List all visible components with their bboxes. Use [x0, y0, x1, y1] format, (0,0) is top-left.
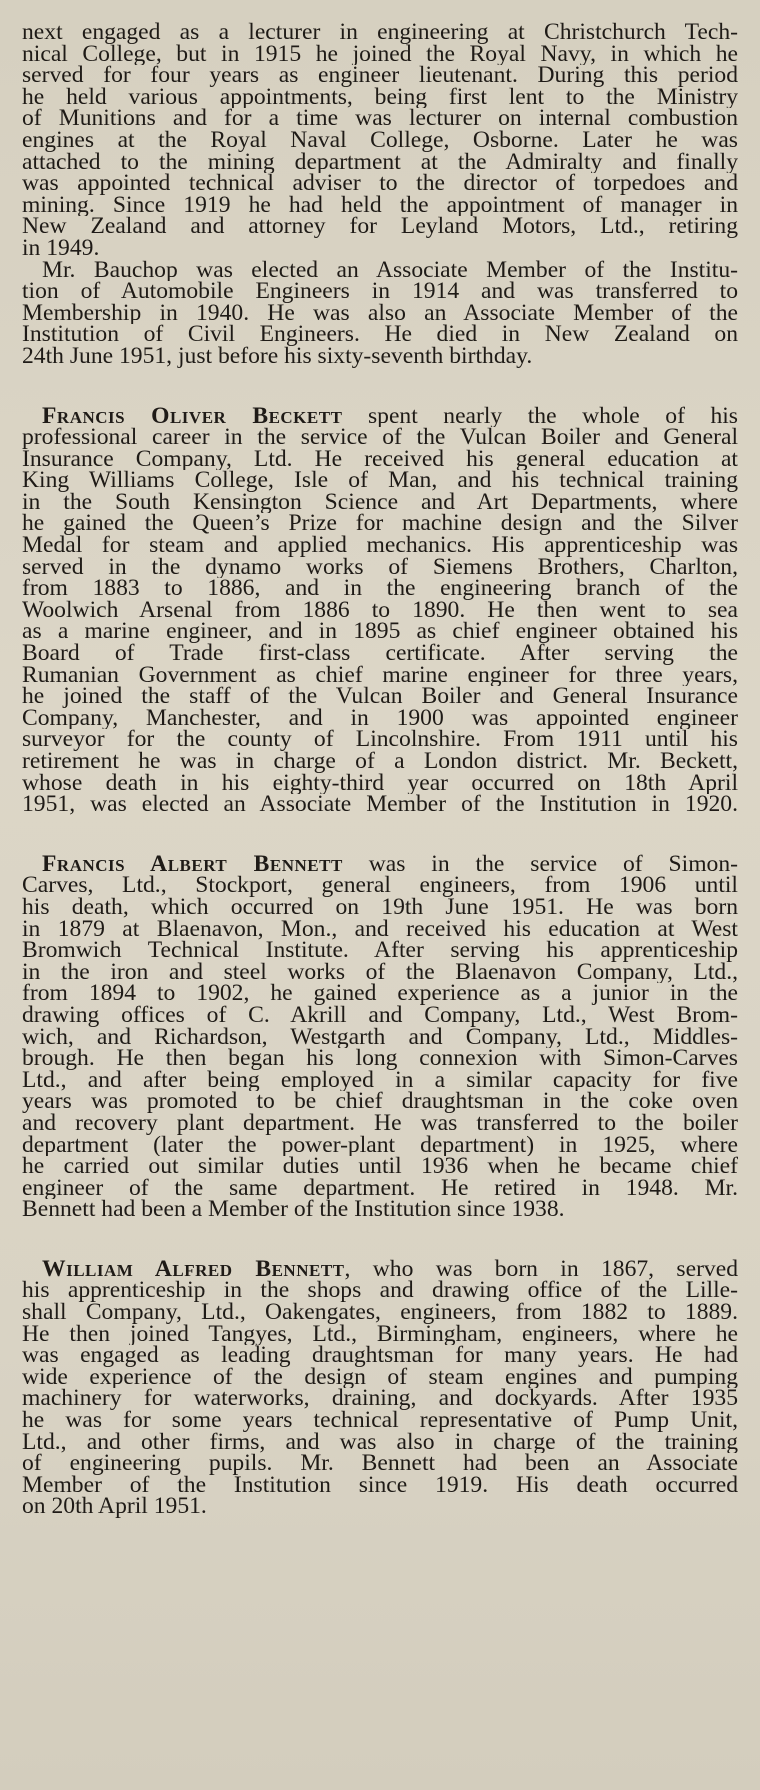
text-line: engines at the Royal Naval College, Osborne. Later he was	[22, 129, 738, 152]
text-fragment: was in the service of Simon-	[342, 853, 738, 876]
text-line: in 1949.	[22, 237, 100, 260]
text-line: Ltd., and after being employed in a similar capacity for five	[22, 1069, 738, 1092]
text-line: was appointed technical adviser to the director of torpedoes and	[22, 173, 738, 195]
text-line: Bennett had been a Member of the Institution since 1938.	[22, 1199, 565, 1221]
text-line: was engaged as leading draughtsman for many years. He had	[22, 1345, 738, 1367]
text-line: years was promoted to be chief draughtsman in the coke oven	[22, 1091, 738, 1113]
text-line: He then joined Tangyes, Ltd., Birmingham, engineers, where he	[22, 1323, 738, 1346]
text-line: brough. He then began his long connexion with Simon-Carves	[22, 1048, 738, 1070]
text-line: Member of the Institution since 1919. His death occurred	[22, 1474, 738, 1497]
paragraph-gap	[22, 368, 738, 406]
text-line: engineer of the same department. He retired in 1948. Mr.	[22, 1177, 738, 1200]
person-name: William Alfred Bennett	[42, 1258, 345, 1281]
text-line: drawing offices of C. Akrill and Company, Ltd., West Brom-	[22, 1004, 738, 1027]
text-line: he was for some years technical representative of Pump Unit,	[22, 1410, 738, 1432]
text-line: New Zealand and attorney for Leyland Motors, Ltd., retiring	[22, 216, 738, 238]
text-line: King Williams College, Isle of Man, and his technical training	[22, 470, 738, 492]
text-line: department (later the power-plant department) in 1925, where	[22, 1134, 738, 1157]
text-line: Ltd., and other firms, and was also in charge of the training	[22, 1431, 738, 1454]
text-line: surveyor for the county of Lincolnshire. From 1911 until his	[22, 729, 738, 751]
text-line: retirement he was in charge of a London district. Mr. Beckett,	[22, 751, 738, 773]
obituary-francis-bennett	[22, 854, 738, 1221]
text-line: machinery for waterworks, draining, and dockyards. After 1935	[22, 1388, 738, 1411]
text-line: Medal for steam and applied mechanics. His apprenticeship was	[22, 535, 738, 557]
text-line: Mr. Bauchop was elected an Associate Member of the Institu-	[42, 259, 738, 282]
text-line: served for four years as engineer lieutenant. During this period	[22, 65, 738, 87]
text-line: from 1894 to 1902, he gained experience as a junior in the	[22, 983, 738, 1005]
text-line: Membership in 1940. He was also an Associate Member of the	[22, 302, 738, 325]
text-line: tion of Automobile Engineers in 1914 and was transferred to	[22, 281, 738, 303]
text-fragment: , who was born in 1867, served	[344, 1258, 738, 1281]
text-line: and recovery plant department. He was transferred to the boiler	[22, 1112, 738, 1135]
text-line: nical College, but in 1915 he joined the Royal Navy, in which he	[22, 43, 738, 66]
text-line: served in the dynamo works of Siemens Brothers, Charlton,	[22, 556, 738, 579]
text-line: he carried out similar duties until 1936 when he became chief	[22, 1156, 738, 1178]
paragraph-bauchop-career	[22, 22, 738, 260]
text-line: Institution of Civil Engineers. He died in New Zealand on	[22, 324, 738, 346]
text-line: 1951, was elected an Associate Member of the Institution in 1920.	[22, 794, 738, 816]
text-line: in 1879 at Blaenavon, Mon., and received his education at West	[22, 918, 738, 941]
person-name: Francis Oliver Beckett	[42, 405, 343, 428]
text-line: in the iron and steel works of the Blaenavon Company, Ltd.,	[22, 961, 738, 984]
text-line: he gained the Queen’s Prize for machine design and the Silver	[22, 513, 738, 536]
text-line: mining. Since 1919 he had held the appointment of manager in	[22, 194, 738, 217]
paragraph-gap	[22, 816, 738, 854]
text-line: wide experience of the design of steam engines and pumping	[22, 1366, 738, 1389]
text-line: his death, which occurred on 19th June 1951. He was born	[22, 896, 738, 919]
text-line: whose death in his eighty-third year occurred on 18th April	[22, 772, 738, 795]
text-line: in the South Kensington Science and Art Departments, where	[22, 491, 738, 514]
obituary-william-bennett	[22, 1259, 738, 1518]
text-line: Company, Manchester, and in 1900 was appointed engineer	[22, 707, 738, 730]
text-line: from 1883 to 1886, and in the engineering branch of the	[22, 578, 738, 600]
text-line: his apprenticeship in the shops and drawing office of the Lille-	[22, 1280, 738, 1303]
paragraph-gap	[22, 1221, 738, 1259]
text-line: attached to the mining department at the Admiralty and finally	[22, 151, 738, 174]
text-fragment: spent nearly the whole of his	[342, 405, 738, 428]
text-line: next engaged as a lecturer in engineering at Christchurch Tech-	[22, 22, 738, 44]
text-line	[22, 854, 738, 876]
paragraph-bauchop-membership	[22, 260, 738, 368]
text-line: wich, and Richardson, Westgarth and Company, Ltd., Middles-	[22, 1026, 738, 1049]
text-line: of Munitions and for a time was lecturer on internal combustion	[22, 108, 738, 130]
text-line: Rumanian Government as chief marine engineer for three years,	[22, 664, 738, 687]
text-line: Carves, Ltd., Stockport, general engineers, from 1906 until	[22, 875, 738, 897]
text-line: Board of Trade first-class certificate. After serving the	[22, 643, 738, 665]
text-line: as a marine engineer, and in 1895 as chief engineer obtained his	[22, 621, 738, 644]
text-line: he held various appointments, being first lent to the Ministry	[22, 86, 738, 109]
text-line: of engineering pupils. Mr. Bennett had been an Associate	[22, 1453, 738, 1475]
text-line	[22, 1259, 738, 1281]
text-line: Woolwich Arsenal from 1886 to 1890. He then went to sea	[22, 599, 738, 622]
text-line: on 20th April 1951.	[22, 1496, 207, 1518]
text-line: Insurance Company, Ltd. He received his general education at	[22, 448, 738, 471]
text-line: professional career in the service of the Vulcan Boiler and General	[22, 427, 738, 449]
text-line: he joined the staff of the Vulcan Boiler and General Insurance	[22, 686, 738, 708]
person-name: Francis Albert Bennett	[42, 853, 343, 876]
obituary-beckett	[22, 406, 738, 816]
text-line: 24th June 1951, just before his sixty-seventh birthday.	[22, 345, 533, 368]
text-line: Bromwich Technical Institute. After serving his apprenticeship	[22, 940, 738, 962]
text-line: shall Company, Ltd., Oakengates, engineers, from 1882 to 1889.	[22, 1302, 738, 1324]
text-line	[22, 406, 738, 428]
